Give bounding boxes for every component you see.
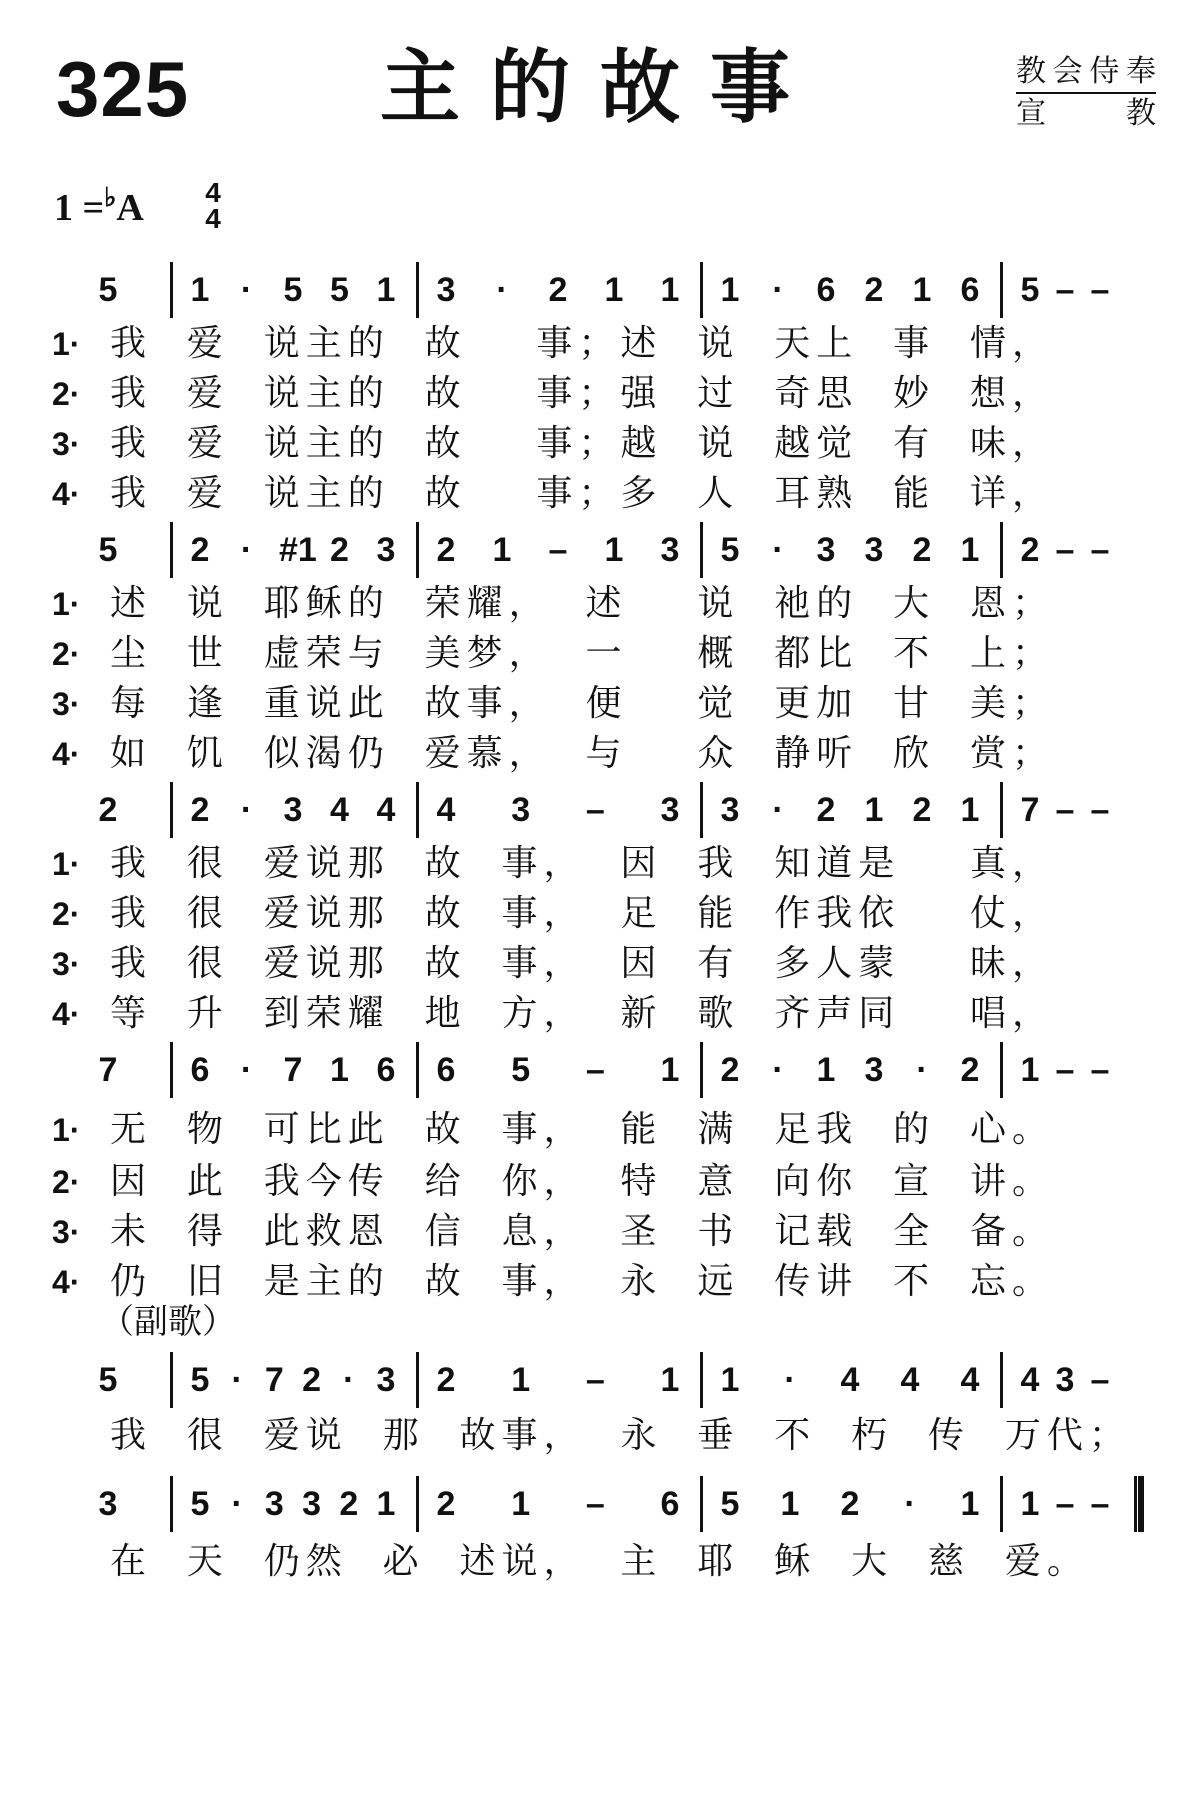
lyric-text: 我 爱 说主的 故 事；强 过 奇思 妙 想， xyxy=(110,373,1054,414)
note: 3 xyxy=(98,1485,118,1523)
note: 1 xyxy=(492,531,512,569)
note: 4 xyxy=(1020,1361,1040,1399)
verse-number: 3· xyxy=(52,946,81,982)
note: 1 xyxy=(511,1361,531,1399)
verse-number: 2· xyxy=(52,1164,81,1200)
note: 1 xyxy=(912,271,932,309)
barline xyxy=(700,262,703,318)
verse-2-line-4 xyxy=(0,1160,1200,1208)
barline xyxy=(170,522,173,578)
note: – xyxy=(1090,531,1110,569)
note: 5 xyxy=(511,1051,531,1089)
note: 7 xyxy=(98,1051,118,1089)
note: 1 xyxy=(780,1485,800,1523)
note: 4 xyxy=(376,791,396,829)
barline xyxy=(700,782,703,838)
credit-block xyxy=(1016,52,1156,134)
note: 4 xyxy=(840,1361,860,1399)
note: 6 xyxy=(190,1051,210,1089)
notes-row xyxy=(0,1352,1200,1422)
verse-3-line-1 xyxy=(0,422,1200,470)
note: · xyxy=(240,271,253,309)
verse-3-line-4 xyxy=(0,1210,1200,1258)
note: · xyxy=(231,1361,243,1399)
note: 6 xyxy=(376,1051,396,1089)
note: 2 xyxy=(339,1485,359,1523)
chorus-label: （副歌） xyxy=(100,1302,236,1342)
lyric-text: 因 此 我今传 给 你， 特 意 向你 宣 讲。 xyxy=(110,1161,1054,1202)
note: 5 xyxy=(720,1485,740,1523)
note: – xyxy=(585,1485,605,1523)
lyric-text: 仍 旧 是主的 故 事， 永 远 传讲 不 忘。 xyxy=(110,1261,1054,1302)
note: 3 xyxy=(1055,1361,1075,1399)
note: 5 xyxy=(283,271,303,309)
note: 5 xyxy=(98,531,118,569)
note: 4 xyxy=(960,1361,980,1399)
note: · xyxy=(784,1361,796,1399)
verse-4-line-3 xyxy=(0,992,1200,1040)
verse-number: 4· xyxy=(52,996,81,1032)
note: 2 xyxy=(436,1485,456,1523)
verse-number: 1· xyxy=(52,1112,81,1148)
lyric-text: 无 物 可比此 故 事， 能 满 足我 的 心。 xyxy=(110,1109,1054,1150)
note: · xyxy=(772,271,784,309)
verse-number: 3· xyxy=(52,426,81,462)
barline xyxy=(170,1042,173,1098)
note: 2 xyxy=(98,791,118,829)
barline xyxy=(416,1476,419,1532)
note: 1 xyxy=(604,271,624,309)
barline xyxy=(1000,1042,1003,1098)
note: 1 xyxy=(190,271,210,309)
barline xyxy=(1000,782,1003,838)
hymn-title: 主的故事 xyxy=(380,41,820,134)
note: 2 xyxy=(302,1361,322,1399)
barline xyxy=(1000,1352,1003,1408)
key-prefix: 1 = xyxy=(54,187,105,229)
note: 3 xyxy=(864,531,884,569)
chorus-line-1 xyxy=(0,1414,1200,1462)
key-letter: A xyxy=(116,187,144,229)
verse-number: 1· xyxy=(52,326,81,362)
verse-4-line-2 xyxy=(0,732,1200,780)
lyric-text: 每 逢 重说此 故事， 便 觉 更加 甘 美； xyxy=(110,683,1054,724)
note: 5 xyxy=(720,531,740,569)
note: · xyxy=(916,1051,928,1089)
note: 7 xyxy=(283,1051,303,1089)
barline xyxy=(416,522,419,578)
credit-line-1: 教会侍奉 xyxy=(1016,52,1156,94)
lyric-text: 在 天 仍然 必 述说， 主 耶 稣 大 慈 爱。 xyxy=(110,1541,1089,1582)
note: · xyxy=(772,531,784,569)
note: 4 xyxy=(330,791,349,829)
credit-line-2: 宣 教 xyxy=(1016,96,1156,131)
note: 2 xyxy=(840,1485,860,1523)
barline xyxy=(416,782,419,838)
hymn-number: 325 xyxy=(56,45,190,133)
note: · xyxy=(772,1051,784,1089)
note: 1 xyxy=(960,1485,980,1523)
note: 2 xyxy=(436,1361,456,1399)
verse-number: 4· xyxy=(52,1264,81,1300)
lyric-text: 我 爱 说主的 故 事；越 说 越觉 有 味， xyxy=(110,423,1054,464)
note: – xyxy=(1090,1485,1110,1523)
lyric-text: 我 很 爱说那 故 事， 因 我 知道是 真， xyxy=(110,843,1054,884)
note: 2 xyxy=(912,531,932,569)
verse-4-line-1 xyxy=(0,472,1200,520)
verse-number: 3· xyxy=(52,686,81,722)
verse-number: 4· xyxy=(52,476,81,512)
lyric-text: 我 很 爱说 那 故事， 永 垂 不 朽 传 万代； xyxy=(110,1415,1131,1456)
lyric-text: 等 升 到荣耀 地 方， 新 歌 齐声同 唱， xyxy=(110,993,1054,1034)
note: 2 xyxy=(1020,531,1040,569)
lyric-text: 尘 世 虚荣与 美梦， 一 概 都比 不 上； xyxy=(110,633,1054,674)
lyric-text: 我 很 爱说那 故 事， 因 有 多人蒙 昧， xyxy=(110,943,1054,984)
note: 3 xyxy=(376,1361,396,1399)
note: 3 xyxy=(720,791,740,829)
note: 1 xyxy=(660,1361,680,1399)
lyric-text: 我 爱 说主的 故 事；述 说 天上 事 情， xyxy=(110,323,1054,364)
note: – xyxy=(1090,791,1110,829)
note: 4 xyxy=(436,791,456,829)
note: 1 xyxy=(720,271,740,309)
note: 5 xyxy=(330,271,349,309)
note: 5 xyxy=(98,271,118,309)
note: 4 xyxy=(900,1361,920,1399)
note: 6 xyxy=(436,1051,456,1089)
note: 3 xyxy=(511,791,531,829)
note: 3 xyxy=(436,271,456,309)
lyric-text: 如 饥 似渴仍 爱慕， 与 众 静听 欣 赏； xyxy=(110,733,1054,774)
note: 1 xyxy=(660,1051,680,1089)
note: 2 xyxy=(720,1051,740,1089)
note: 1 xyxy=(376,271,396,309)
note: – xyxy=(1090,1361,1110,1399)
verse-1-line-1 xyxy=(0,322,1200,370)
note: 6 xyxy=(816,271,836,309)
note: 5 xyxy=(98,1361,118,1399)
note: 1 xyxy=(604,531,624,569)
note: – xyxy=(1055,1485,1075,1523)
final-barline xyxy=(1134,1476,1144,1532)
verse-number: 2· xyxy=(52,896,81,932)
note: 1 xyxy=(1020,1485,1040,1523)
note: 1 xyxy=(660,271,680,309)
note: · xyxy=(240,531,253,569)
note: – xyxy=(1090,271,1110,309)
verse-number: 4· xyxy=(52,736,81,772)
note: · xyxy=(240,791,253,829)
note: 1 xyxy=(864,791,884,829)
note: – xyxy=(1055,1051,1075,1089)
note: – xyxy=(585,1051,605,1089)
note: – xyxy=(1055,791,1075,829)
verse-number: 2· xyxy=(52,636,81,672)
note: 2 xyxy=(816,791,836,829)
barline xyxy=(1000,1476,1003,1532)
verse-3-line-2 xyxy=(0,682,1200,730)
note: 7 xyxy=(264,1361,284,1399)
barline xyxy=(700,522,703,578)
note: 1 xyxy=(816,1051,836,1089)
time-bottom: 4 xyxy=(205,203,221,234)
verse-number: 2· xyxy=(52,376,81,412)
note: #1 xyxy=(279,531,317,569)
note: 3 xyxy=(660,531,680,569)
note: · xyxy=(240,1051,253,1089)
time-signature xyxy=(200,177,226,234)
note: 2 xyxy=(190,791,210,829)
lyric-text: 我 很 爱说那 故 事， 足 能 作我依 仗， xyxy=(110,893,1054,934)
barline xyxy=(170,782,173,838)
verse-2-line-2 xyxy=(0,632,1200,680)
time-top: 4 xyxy=(205,177,221,208)
note: 3 xyxy=(660,791,680,829)
verse-1-line-4 xyxy=(0,1108,1200,1156)
note: 2 xyxy=(912,791,932,829)
note: 3 xyxy=(376,531,396,569)
lyric-text: 我 爱 说主的 故 事；多 人 耳熟 能 详， xyxy=(110,473,1054,514)
barline xyxy=(170,262,173,318)
note: 1 xyxy=(376,1485,396,1523)
note: 2 xyxy=(190,531,210,569)
note: · xyxy=(231,1485,243,1523)
note: – xyxy=(548,531,568,569)
note: 3 xyxy=(864,1051,884,1089)
note: 5 xyxy=(1020,271,1040,309)
note: 1 xyxy=(1020,1051,1040,1089)
verse-1-line-2 xyxy=(0,582,1200,630)
note: – xyxy=(585,1361,605,1399)
lyric-text: 述 说 耶稣的 荣耀， 述 说 祂的 大 恩； xyxy=(110,583,1054,624)
barline xyxy=(700,1352,703,1408)
note: 2 xyxy=(960,1051,980,1089)
note: – xyxy=(1055,271,1075,309)
note: 2 xyxy=(864,271,884,309)
verse-number: 3· xyxy=(52,1214,81,1250)
note: 3 xyxy=(816,531,836,569)
note: – xyxy=(1090,1051,1110,1089)
verse-3-line-3 xyxy=(0,942,1200,990)
note: 2 xyxy=(436,531,456,569)
note: 3 xyxy=(264,1485,284,1523)
barline xyxy=(416,1352,419,1408)
chorus-line-2 xyxy=(0,1540,1200,1588)
note: · xyxy=(772,791,784,829)
note: 6 xyxy=(960,271,980,309)
note: 5 xyxy=(190,1485,210,1523)
verse-1-line-3 xyxy=(0,842,1200,890)
note: 2 xyxy=(330,531,349,569)
note: – xyxy=(1055,531,1075,569)
barline xyxy=(1000,522,1003,578)
verse-2-line-3 xyxy=(0,892,1200,940)
barline xyxy=(170,1476,173,1532)
barline xyxy=(700,1476,703,1532)
notes-row xyxy=(0,1042,1200,1112)
verse-number: 1· xyxy=(52,846,81,882)
note: 6 xyxy=(660,1485,680,1523)
barline xyxy=(700,1042,703,1098)
note: · xyxy=(496,271,508,309)
note: 1 xyxy=(960,531,980,569)
note: 3 xyxy=(283,791,303,829)
verse-number: 1· xyxy=(52,586,81,622)
lyric-text: 未 得 此救恩 信 息， 圣 书 记载 全 备。 xyxy=(110,1211,1054,1252)
notes-row xyxy=(0,1476,1200,1546)
note: · xyxy=(343,1361,355,1399)
note: · xyxy=(904,1485,916,1523)
note: 1 xyxy=(330,1051,349,1089)
barline xyxy=(1000,262,1003,318)
note: – xyxy=(585,791,605,829)
note: 5 xyxy=(190,1361,210,1399)
flat-sign: ♭ xyxy=(104,183,117,212)
verse-2-line-1 xyxy=(0,372,1200,420)
barline xyxy=(416,262,419,318)
note: 1 xyxy=(511,1485,531,1523)
note: 2 xyxy=(548,271,568,309)
key-signature xyxy=(54,178,144,242)
barline xyxy=(170,1352,173,1408)
note: 1 xyxy=(720,1361,740,1399)
note: 1 xyxy=(960,791,980,829)
barline xyxy=(416,1042,419,1098)
note: 3 xyxy=(302,1485,322,1523)
note: 7 xyxy=(1020,791,1040,829)
